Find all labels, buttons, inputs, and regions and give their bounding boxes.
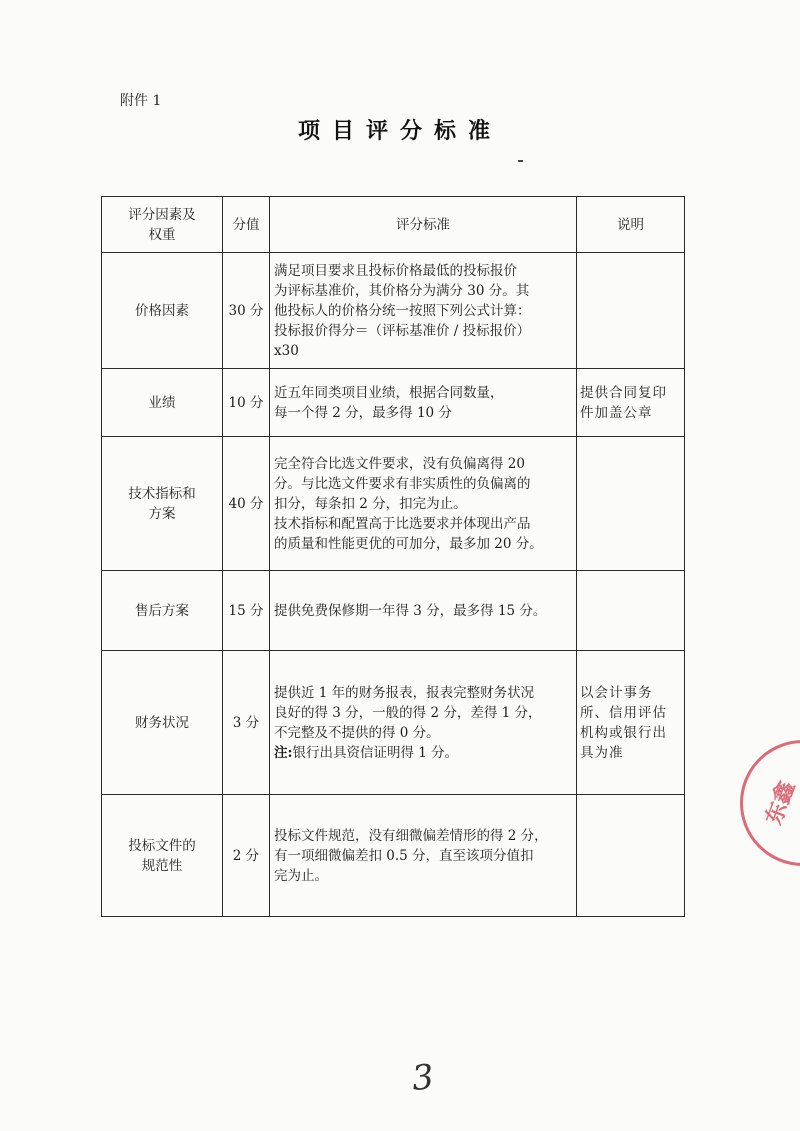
criteria-cell <box>270 437 577 571</box>
table-row <box>102 651 685 795</box>
note-cell <box>577 253 685 369</box>
table-header-row <box>102 197 685 253</box>
criteria-cell <box>270 651 577 795</box>
header-factor <box>102 197 223 253</box>
criteria-line: 完为止。 <box>274 867 328 884</box>
factor-cell <box>102 651 223 795</box>
factor-line: 业绩 <box>148 394 176 411</box>
criteria-line: 技术指标和配置高于比选要求并体现出产品 <box>274 515 531 532</box>
note-line: 具为准 <box>580 744 624 761</box>
header-note: 说明 <box>577 197 685 253</box>
criteria-line: 每一个得 2 分，最多得 10 分 <box>274 404 452 421</box>
criteria-cell <box>270 795 577 917</box>
factor-cell <box>102 253 223 369</box>
criteria-line: 不完整及不提供的得 0 分。 <box>274 724 440 741</box>
criteria-line: 有一项细微偏差扣 0.5 分，直至该项分值扣 <box>274 847 534 864</box>
factor-cell <box>102 437 223 571</box>
score-cell: 15 分 <box>223 571 270 651</box>
note-cell <box>577 795 685 917</box>
score-cell: 3 分 <box>223 651 270 795</box>
criteria-line: 他投标人的价格分统一按照下列公式计算： <box>274 302 531 319</box>
page-number: 3 <box>409 1056 436 1100</box>
criteria-line: 满足项目要求且投标价格最低的投标报价 <box>274 262 517 279</box>
criteria-line: 投标文件规范，没有细微偏差情形的得 2 分， <box>274 827 548 844</box>
note-line: 以会计事务 <box>580 684 653 701</box>
criteria-line: 提供近 1 年的财务报表，报表完整财务状况 <box>274 684 535 701</box>
score-cell: 30 分 <box>223 253 270 369</box>
factor-line: 价格因素 <box>135 302 189 319</box>
seal-text: 东鑫 <box>760 777 800 829</box>
note-prefix: 注: <box>274 744 293 761</box>
factor-cell <box>102 795 223 917</box>
factor-line: 投标文件的 <box>128 837 196 854</box>
criteria-cell <box>270 571 577 651</box>
factor-line: 财务状况 <box>135 714 189 731</box>
score-cell: 40 分 <box>223 437 270 571</box>
criteria-line: 近五年同类项目业绩，根据合同数量， <box>274 384 504 401</box>
criteria-line: 为评标基准价，其价格分为满分 30 分。其 <box>274 282 530 299</box>
table-row <box>102 253 685 369</box>
criteria-line: 提供免费保修期一年得 3 分，最多得 15 分。 <box>274 602 547 619</box>
header-score: 分值 <box>223 197 270 253</box>
table-row <box>102 795 685 917</box>
criteria-line <box>274 743 572 763</box>
criteria-line: 投标报价得分＝（评标基准价 / 投标报价） <box>274 322 531 339</box>
score-cell: 2 分 <box>223 795 270 917</box>
header-factor-line: 评分因素及 <box>128 206 196 223</box>
note-body: 银行出具资信证明得 1 分。 <box>292 744 459 761</box>
scoring-criteria-table <box>101 196 685 917</box>
score-cell: 10 分 <box>223 369 270 437</box>
note-line: 机构或银行出 <box>580 724 667 741</box>
note-line: 所、信用评估 <box>580 704 667 721</box>
red-seal-stamp <box>740 740 800 866</box>
factor-line: 售后方案 <box>135 602 189 619</box>
factor-line: 技术指标和 <box>128 485 196 502</box>
note-cell <box>577 571 685 651</box>
note-line: 件加盖公章 <box>580 404 653 421</box>
note-cell <box>577 437 685 571</box>
criteria-line: 分。与比选文件要求有非实质性的负偏离的 <box>274 475 531 492</box>
note-line: 提供合同复印 <box>580 384 667 401</box>
table-row <box>102 437 685 571</box>
factor-line: 规范性 <box>141 857 183 874</box>
factor-cell <box>102 571 223 651</box>
note-cell <box>577 369 685 437</box>
criteria-line: 扣分，每条扣 2 分，扣完为止。 <box>274 495 467 512</box>
table-row <box>102 369 685 437</box>
note-cell <box>577 651 685 795</box>
criteria-cell <box>270 253 577 369</box>
criteria-line: 完全符合比选文件要求，没有负偏离得 20 <box>274 455 525 472</box>
header-criteria: 评分标准 <box>270 197 577 253</box>
criteria-line: 良好的得 3 分，一般的得 2 分，差得 1 分， <box>274 704 542 721</box>
criteria-line: 的质量和性能更优的可加分，最多加 20 分。 <box>274 535 543 552</box>
factor-cell <box>102 369 223 437</box>
criteria-cell <box>270 369 577 437</box>
criteria-line: x30 <box>274 342 299 359</box>
stray-mark <box>518 160 523 162</box>
factor-line: 方案 <box>148 505 176 522</box>
header-factor-line: 权重 <box>148 226 176 243</box>
attachment-label: 附件 1 <box>120 93 162 109</box>
document-title: 项目评分标准 <box>297 118 502 144</box>
table-row <box>102 571 685 651</box>
